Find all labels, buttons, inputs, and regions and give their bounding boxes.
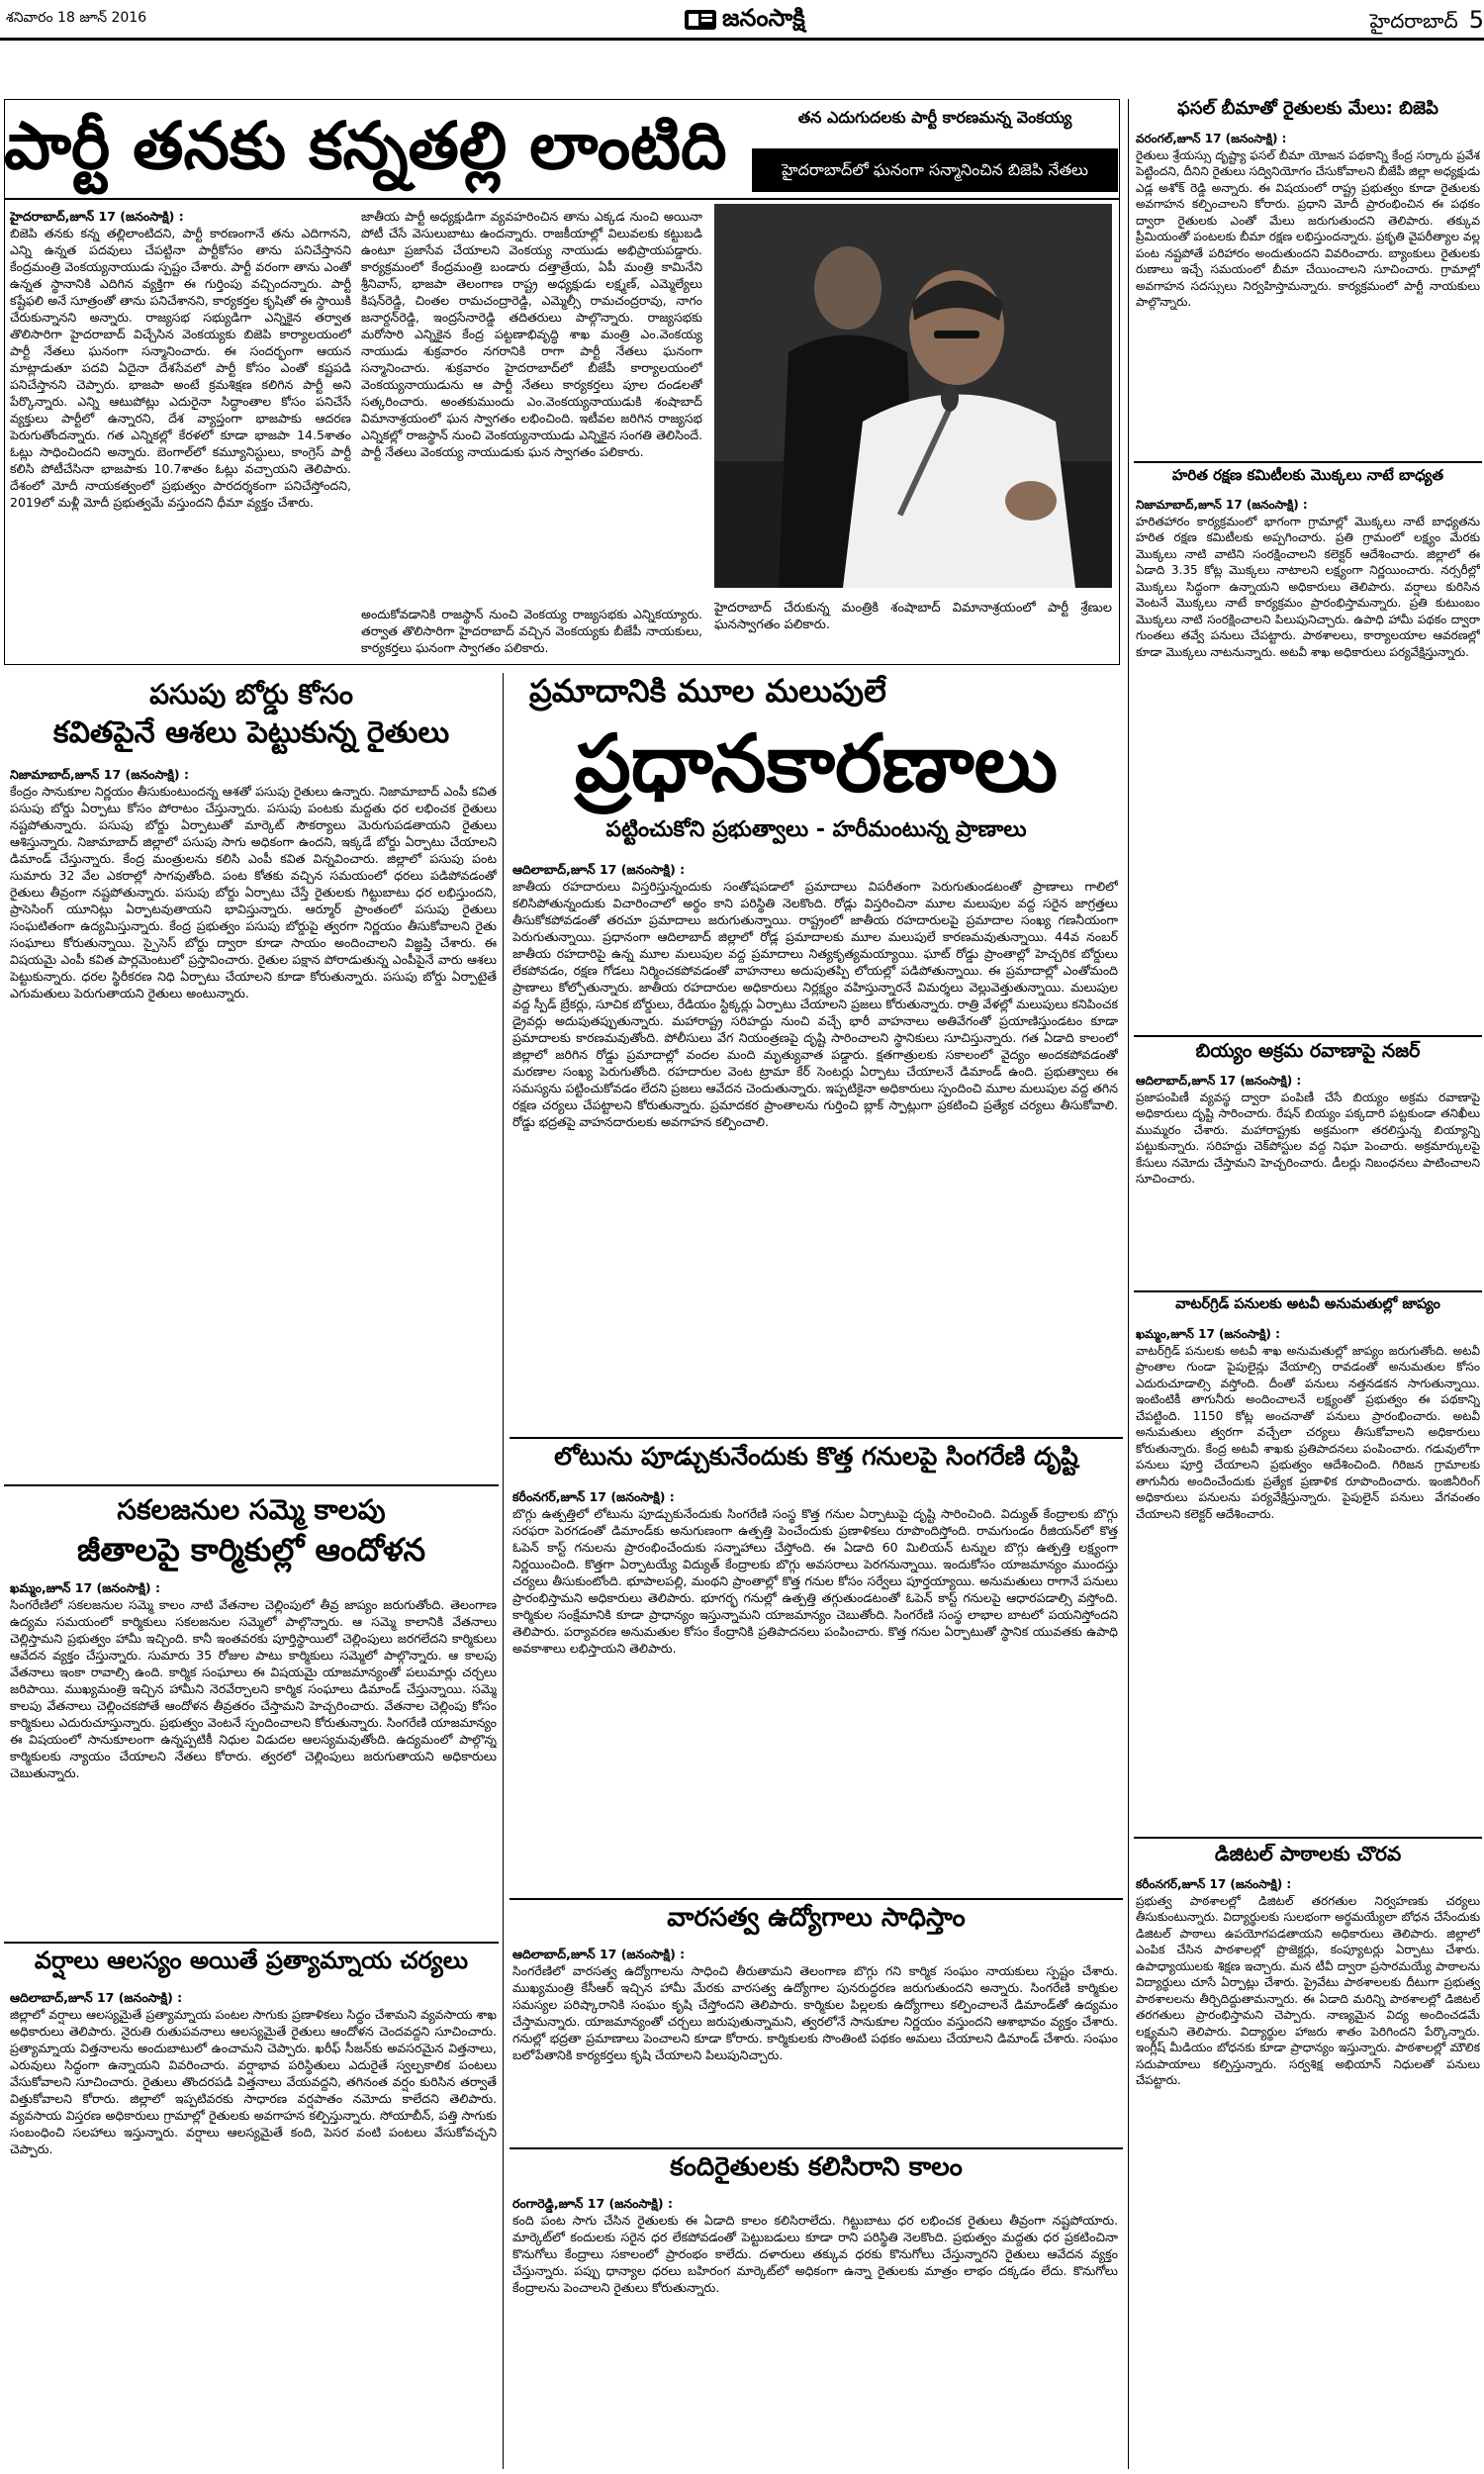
venkaiah-photo-illustration-icon bbox=[714, 204, 1112, 588]
digital-headline: డిజిటల్ పాఠాలకు చొరవ bbox=[1214, 1842, 1402, 1865]
fasal-text: రైతులు శ్రేయస్సు దృష్ట్యా ఫసల్ బీమా యోజన పథకాన్ని కేంద్ర సర్కారు ప్రవేశ పెట్టిందని, దీనిని రైతులు సద్వినియోగం చేసుకోవాలని బీజేపీ జిల్లా అధ్యక్షుడు ఎడ్ల అశోక్ రెడ్డి అన్నారు. ఈ విషయంలో రాష్ట్ర ప్రభుత్వం కూడా రైతులకు అవగాహన కల్పించాలని కోరారు. ప్రధాని మోదీ ప్రారంభించిన ఈ పథకం ద్వారా రైతులకు ఎంతో మేలు జరుగుతుందని తెలిపారు. తక్కువ ప్రీమియంతో పంటలకు బీమా రక్షణ లభిస్తుందన్నారు. ప్రకృతి వైపరీత్యాల వల్ల పంట నష్టపోతే పరిహారం అందుతుందని వివరించారు. బ్యాంకులు రైతులకు రుణాలు ఇచ్చే సమయంలో బీమా చేయించాలని సూచించారు. గ్రామాల్లో అవగాహన సదస్సులు నిర్వహిస్తామన్నారు. కార్యక్రమంలో పార్టీ నాయకులు పాల్గొన్నారు. bbox=[1136, 147, 1480, 309]
watergrid-headline: వాటర్‌గ్రిడ్ పనులకు అటవీ అనుమతుల్లో జాప్యం bbox=[1175, 1296, 1440, 1312]
pradhana-dateline: ఆదిలాబాద్,జూన్ 17 (జనంసాక్షి) : bbox=[512, 862, 686, 877]
sakalajanula-headline-2: జీతాలపై కార్మికుల్లో ఆందోళన bbox=[76, 1531, 426, 1569]
varshalu-body bbox=[10, 1989, 497, 2460]
biyyam-body bbox=[1136, 1073, 1480, 1286]
pasupu-headline-2: కవితపైనే ఆశలు పెట్టుకున్న రైతులు bbox=[52, 715, 450, 750]
harita-rule bbox=[1134, 461, 1482, 463]
singareni-rule bbox=[510, 1437, 1123, 1439]
kandi-rule bbox=[510, 2147, 1123, 2149]
right-col-rule bbox=[1128, 99, 1129, 2469]
biyyam-rule bbox=[1134, 1035, 1482, 1037]
varasatva-text: సింగరేణిలో వారసత్వ ఉద్యోగాలను సాధించి తీరుతామని తెలంగాణ బొగ్గు గని కార్మిక సంఘం నాయకులు స్పష్టం చేశారు. ముఖ్యమంత్రి కేసీఆర్ ఇచ్చిన హామీ మేరకు వారసత్వ ఉద్యోగాల పునరుద్ధరణ జరుగుతుందని అన్నారు. సింగరేణి కార్మికుల సమస్యల పరిష్కారానికి సంఘం కృషి చేస్తోందని తెలిపారు. కార్మికుల పిల్లలకు ఉద్యోగాలు కల్పించాలనే డిమాండ్‌తో ఉద్యమం చేస్తామన్నారు. యాజమాన్యంతో చర్చలు జరుపుతున్నామని, త్వరలోనే సానుకూల నిర్ణయం వస్తుందని ఆశాభావం వ్యక్తం చేశారు. గనుల్లో భద్రతా ప్రమాణాలు పెంచాలని కూడా కోరారు. కార్మికులకు సొంతింటి పథకం అమలు చేయాలని డిమాండ్ చేశారు. సంఘం బలోపేతానికి కార్యకర్తలు కృషి చేయాలని పిలుపునిచ్చారు. bbox=[512, 1963, 1118, 2062]
left-col-rule bbox=[503, 673, 504, 2469]
venkaiah-headline: పార్టీ తనకు కన్నతల్లి లాంటిది bbox=[4, 108, 727, 184]
newspaper-logo-icon bbox=[683, 6, 718, 34]
venkaiah-photo bbox=[714, 204, 1112, 588]
biyyam-headline: బియ్యం అక్రమ రవాణాపై నజర్ bbox=[1195, 1040, 1421, 1062]
masthead-edition bbox=[1296, 6, 1484, 36]
venkaiah-col2: జాతీయ పార్టీ అధ్యక్షుడిగా వ్యవహరించిన తాను ఎక్కడ నుంచి అయినా పోటీ చేసే వెసులుబాటు ఉందన్నారు. రాజకీయాల్లో విలువలకు కట్టుబడి ఉంటూ ప్రజాసేవ చేయాలని వెంకయ్య నాయుడు అభిప్రాయపడ్డారు. కార్యక్రమంలో కేంద్రమంత్రి బండారు దత్తాత్రేయ, ఏపీ మంత్రి కామినేని శ్రీనివాస్, భాజపా తెలంగాణ రాష్ట్ర అధ్యక్షుడు లక్ష్మణ్, ఎమ్మెల్యేలు కిషన్‌రెడ్డి, చింతల రామచంద్రారెడ్డి, ఎమ్మెల్సీ రామచంద్రరావు, నాగం జనార్దన్‌రెడ్డి, ఇంద్రసేనారెడ్డి తదితరులు పాల్గొన్నారు. రాజ్యసభకు మరోసారి ఎన్నికైన కేంద్ర పట్టణాభివృద్ధి శాఖ మంత్రి ఎం.వెంకయ్య నాయుడు శుక్రవారం నగరానికి రాగా పార్టీ నేతలు ఘనంగా సన్మానించారు. శుక్రవారం హైదరాబాద్‌లో బీజేపీ కార్యాలయంలో వెంకయ్యనాయుడును ఆ పార్టీ నేతలు కార్యకర్తలు పూల దండలతో సత్కరించారు. అంతకుముందు ఎం.వెంకయ్యనాయుడుకి శంషాబాద్ విమానాశ్రయంలో ఘన స్వాగతం లభించింది. ఇటీవల జరిగిన రాజ్యసభ ఎన్నికల్లో రాజస్థాన్ నుంచి వెంకయ్యనాయుడు ఎన్నికైన సంగతి తెలిసిందే. పార్టీ నేతలు వెంకయ్య నాయుడుకు ఘన స్వాగతం పలికారు. bbox=[361, 209, 702, 459]
harita-headline: హరిత రక్షణ కమిటీలకు మొక్కలు నాటే బాధ్యత bbox=[1171, 466, 1444, 484]
harita-dateline: నిజామాబాద్,జూన్ 17 (జనంసాక్షి) : bbox=[1136, 498, 1308, 512]
fasal-headline: ఫసల్ బీమాతో రైతులకు మేలు: బిజెపి bbox=[1177, 98, 1438, 119]
edition-name: హైదరాబాద్ bbox=[1369, 9, 1458, 33]
varshalu-rule bbox=[4, 1942, 499, 1944]
digital-rule bbox=[1134, 1837, 1482, 1839]
venkaiah-body-col1: బిజెపి తనకు కన్న తల్లిలాంటిదని, పార్టీ కారణంగానే తను ఎదిగానని, ఎన్ని ఉన్నత పదవులు చేపట్టినా పార్టీకోసం తాను పనిచేస్తానని కేంద్రమంత్రి వెంకయ్యనాయుడు స్పష్టం చేశారు. పార్టీ వరంగా తాను ఎంతో ఉన్నత స్థానానికి ఎదిగిన వ్యక్తిగా ఈ గుర్తింపు వచ్చిందన్నారు. పార్టీ కష్టేఫలి అనే సూత్రంతో తాను పనిచేశానని, కార్యకర్తల కృషితో ఈ స్థాయికి చేరుకున్నానని అన్నారు. రాజ్యసభ సభ్యుడిగా ఎన్నికైన తర్వాత తొలిసారిగా హైదరాబాద్ విచ్చేసిన వెంకయ్యకు బిజెపి కార్యాలయంలో పార్టీ నేతలు ఘనంగా సన్మానించారు. ఈ సందర్భంగా ఆయన మాట్లాడుతూ పదవి ఏదైనా దేశసేవలో పార్టీ కోసం ఎంతో కష్టపడి పనిచేస్తానని చెప్పారు. భాజపా అంటే క్రమశిక్షణ కలిగిన పార్టీ అని పేర్కొన్నారు. ఎన్ని ఆటుపోట్లు ఎదురైనా సిద్ధాంతాల కోసం పనిచేసే వ్యక్తులు పార్టీలో ఉన్నారని, దేశ వ్యాప్తంగా భాజపాకు ఆదరణ పెరుగుతోందన్నారు. గత ఎన్నికల్లో కేరళలో కూడా భాజపా 14.5శాతం ఓట్లు సాధించిందని అన్నారు. బెంగాల్‌లో కమ్యూనిస్టులు, కాంగ్రెస్ పార్టీ కలిసి పోటీచేసినా భాజపాకు 10.7శాతం ఓట్లు వచ్చాయని తెలిపారు. దేశంలో మోదీ నాయకత్వంలో ప్రభుత్వం పారదర్శకంగా పనిచేస్తోందని, 2019లో మళ్లీ మోదీ ప్రభుత్వమే వస్తుందని ధీమా వ్యక్తం చేశారు. bbox=[10, 226, 351, 510]
singareni-text: బొగ్గు ఉత్పత్తిలో లోటును పూడ్చుకునేందుకు సింగరేణి సంస్థ కొత్త గనుల ఏర్పాటుపై దృష్టి సారించింది. విద్యుత్ కేంద్రాలకు బొగ్గు సరఫరా పెరగడంతో డిమాండ్‌కు అనుగుణంగా ఉత్పత్తి పెంచేందుకు ప్రణాళికలు రూపొందిస్తోంది. రామగుండం రీజియన్‌లో కొత్త ఓపెన్ కాస్ట్ గనులను ప్రారంభించేందుకు సన్నాహాలు చేస్తోంది. ఈ ఏడాది 60 మిలియన్ టన్నుల బొగ్గు ఉత్పత్తి లక్ష్యంగా నిర్ణయించింది. కొత్తగా ఏర్పాటయ్యే విద్యుత్ కేంద్రాలకు బొగ్గు అవసరాలు పెరగనున్నాయి. ఇందుకోసం యాజమాన్యం ముందస్తు చర్యలు తీసుకుంటోంది. భూపాలపల్లి, మంథని ప్రాంతాల్లో కొత్త గనుల కోసం సర్వేలు పూర్తయ్యాయి. అనుమతులు రాగానే పనులు ప్రారంభిస్తామని అధికారులు తెలిపారు. భూగర్భ గనుల్లో ఉత్పత్తి తగ్గుతుండటంతో ఓపెన్ కాస్ట్ గనులపై ఆధారపడాల్సి వస్తోంది. కార్మికుల సంక్షేమానికి కూడా ప్రాధాన్యం ఇస్తున్నామని యాజమాన్యం చెబుతోంది. సింగరేణి సంస్థ లాభాల బాటలో పయనిస్తోందని తెలిపారు. పర్యావరణ అనుమతుల కోసం కేంద్రానికి ప్రతిపాదనలు పంపించారు. కొత్త గనుల ఏర్పాటుతో స్థానిక యువతకు ఉపాధి అవకాశాలు లభిస్తాయని తెలిపారు. bbox=[512, 1506, 1118, 1656]
varasatva-rule bbox=[510, 1898, 1123, 1900]
masthead-logo bbox=[683, 4, 871, 36]
digital-dateline: కరీంనగర్,జూన్ 17 (జనంసాక్షి) : bbox=[1136, 1877, 1292, 1891]
watergrid-dateline: ఖమ్మం,జూన్ 17 (జనంసాక్షి) : bbox=[1136, 1327, 1280, 1341]
sakalajanula-rule bbox=[4, 1484, 499, 1486]
kandi-dateline: రంగారెడ్డి,జూన్ 17 (జనంసాక్షి) : bbox=[512, 2196, 673, 2211]
varasatva-headline: వారసత్వ ఉద్యోగాలు సాధిస్తాం bbox=[667, 1903, 966, 1933]
venkaiah-col3: అందుకోవడానికి రాజస్థాన్ నుంచి వెంకయ్య రాజ్యసభకు ఎన్నికయ్యారు. తర్వాత తొలిసారిగా హైదరాబాద్ వచ్చిన వెంకయ్యకు బీజేపీ నాయకులు, కార్యకర్తలు ఘనంగా స్వాగతం పలికారు. bbox=[361, 607, 702, 655]
pasupu-dateline: నిజామాబాద్,జూన్ 17 (జనంసాక్షి) : bbox=[10, 767, 189, 782]
venkaiah-caption: హైదరాబాద్ చేరుకున్న మంత్రికి శంషాబాద్ విమానాశ్రయంలో పార్టీ శ్రేణుల ఘనస్వాగతం పలికారు. bbox=[714, 601, 1112, 632]
kandi-headline: కందిరైతులకు కలిసిరాని కాలం bbox=[670, 2152, 963, 2182]
pradhana-subhead: పట్టించుకోని ప్రభుత్వాలు - హరీమంటున్న ప్రాణాలు bbox=[605, 817, 1027, 842]
pradhana-text: జాతీయ రహదారులు విస్తరిస్తున్నందుకు సంతోషపడాలో ప్రమాదాలు విపరీతంగా పెరుగుతుండటంతో ప్రాణాలు గాలిలో కలిసిపోతున్నందుకు విచారించాలో అర్థం కాని పరిస్థితి నెలకొంది. రోడ్లు విస్తరించినా మూల మలుపుల వద్ద సరైన జాగ్రత్తలు తీసుకోకపోవడంతో తరచూ ప్రమాదాలు జరుగుతున్నాయి. రాష్ట్రంలో జాతీయ రహదారులపై ప్రమాదాల సంఖ్య గణనీయంగా పెరుగుతున్నాయి. ప్రధానంగా ఆదిలాబాద్ జిల్లాలో రోడ్ల ప్రమాదాలకు మూల మలుపులే కారణమవుతున్నాయి. 44వ నంబర్ జాతీయ రహదారిపై ఉన్న మూల మలుపుల వద్ద ప్రమాదాలు నిత్యకృత్యమయ్యాయి. ఘాట్ రోడ్డు ప్రాంతాల్లో హెచ్చరిక బోర్డులు లేకపోవడం, రక్షణ గోడలు నిర్మించకపోవడంతో వాహనాలు అదుపుతప్పి లోయల్లో పడిపోతున్నాయి. ఈ ప్రమాదాల్లో ఎంతోమంది ప్రాణాలు కోల్పోతున్నారు. జాతీయ రహదారుల అధికారులు నిర్లక్ష్యం వహిస్తున్నారనే విమర్శలు వెల్లువెత్తుతున్నాయి. మలుపుల వద్ద స్పీడ్ బ్రేకర్లు, సూచిక బోర్డులు, రేడియం స్టిక్కర్లు ఏర్పాటు చేయాలని ప్రజలు కోరుతున్నారు. రాత్రి వేళల్లో మలుపులు కనిపించక డ్రైవర్లు అదుపుతప్పుతున్నారు. మహారాష్ట్ర సరిహద్దు నుంచి వచ్చే భారీ వాహనాలు అతివేగంతో ప్రయాణిస్తుండటం కూడా ప్రమాదాలకు కారణమవుతోంది. పోలీసులు వేగ నియంత్రణపై దృష్టి సారించాలని స్థానికులు సూచిస్తున్నారు. గత ఏడాది కాలంలో జిల్లాలో జరిగిన రోడ్డు ప్రమాదాల్లో వందల మంది మృత్యువాత పడ్డారు. క్షతగాత్రులకు సకాలంలో వైద్యం అందకపోవడంతో మరణాల సంఖ్య పెరుగుతోంది. రహదారుల వెంట ట్రామా కేర్ సెంటర్లు ఏర్పాటు చేయాలనే డిమాండ్ ఉంది. ప్రభుత్వాలు ఈ సమస్యను పట్టించుకోవడం లేదని ప్రజలు ఆవేదన చెందుతున్నారు. ఇప్పటికైనా అధికారులు స్పందించి మూల మలుపుల వద్ద తగిన రక్షణ చర్యలు చేపట్టాలని కోరుతున్నారు. ప్రమాదకర ప్రాంతాలను గుర్తించి బ్లాక్ స్పాట్లుగా ప్రకటించి ప్రత్యేక చర్యలు తీసుకోవాలి. రోడ్డు భద్రతపై వాహనదారులకు అవగాహన కల్పించాలి. bbox=[512, 879, 1118, 1129]
sakalajanula-headline-1: సకలజనుల సమ్మె కాలపు bbox=[117, 1493, 386, 1526]
varshalu-dateline: ఆదిలాబాద్,జూన్ 17 (జనంసాక్షి) : bbox=[10, 1990, 183, 2005]
singareni-body bbox=[512, 1488, 1118, 1894]
pradhana-body bbox=[512, 861, 1118, 1433]
masthead-paper-name: జనంసాక్షి bbox=[722, 4, 805, 32]
watergrid-text: వాటర్‌గ్రిడ్ పనులకు అటవీ శాఖ అనుమతుల్లో జాప్యం జరుగుతోంది. అటవీ ప్రాంతాల గుండా పైపులైన్లు వేయాల్సి రావడంతో అనుమతుల కోసం ఎదురుచూడాల్సి వస్తోంది. దీంతో పనులు నత్తనడకన సాగుతున్నాయి. ఇంటింటికీ తాగునీరు అందించాలనే లక్ష్యంతో ప్రభుత్వం ఈ పథకాన్ని చేపట్టింది. 1150 కోట్ల అంచనాతో పనులు ప్రారంభించారు. అటవీ అనుమతులు త్వరగా వచ్చేలా చర్యలు తీసుకోవాలని అధికారులు కోరుతున్నారు. కేంద్ర అటవీ శాఖకు ప్రతిపాదనలు పంపించారు. గడువులోగా పనులు పూర్తి చేయాలని ప్రభుత్వం ఆదేశించింది. గిరిజన గ్రామాలకు తాగునీరు అందించేందుకు ప్రత్యేక ప్రణాళిక రూపొందించారు. ఇంజినీరింగ్ అధికారులు పనులను పర్యవేక్షిస్తున్నారు. పైపులైన్ పనులు వేగవంతం చేయాలని కలెక్టర్ ఆదేశించారు. bbox=[1136, 1343, 1480, 1521]
pasupu-body bbox=[10, 766, 497, 1480]
venkaiah-subhead: హైదరాబాద్‌లో ఘనంగా సన్మానించిన బిజెపి నేతలు bbox=[752, 148, 1118, 192]
sakalajanula-dateline: ఖమ్మం,జూన్ 17 (జనంసాక్షి) : bbox=[10, 1580, 160, 1595]
sakalajanula-body bbox=[10, 1579, 497, 1936]
pasupu-text: కేంద్రం సానుకూల నిర్ణయం తీసుకుంటుందన్న ఆశతో పసుపు రైతులు ఉన్నారు. నిజామాబాద్ ఎంపీ కవిత పసుపు బోర్డు ఏర్పాటు కోసం పోరాటం చేస్తున్నారు. పసుపు పంటకు మద్దతు ధర లభించక రైతులు నష్టపోతున్నారు. పసుపు బోర్డు ఏర్పాటుతో మార్కెట్ సౌకర్యాలు మెరుగుపడతాయని రైతులు ఆశిస్తున్నారు. నిజామాబాద్ జిల్లాలో పసుపు సాగు అధికంగా ఉందని, ఇక్కడే బోర్డు ఏర్పాటు చేయాలని డిమాండ్ చేస్తున్నారు. కేంద్ర మంత్రులను కలిసి ఎంపీ కవిత విన్నవించారు. జిల్లాలో పసుపు పంట సుమారు 32 వేల ఎకరాల్లో సాగవుతోంది. పంట కోతకు వచ్చిన సమయంలో ధరలు పడిపోవడంతో రైతులు తీవ్రంగా నష్టపోతున్నారు. పసుపు బోర్డు ఏర్పాటు చేస్తే రైతులకు గిట్టుబాటు ధర లభిస్తుందని, ప్రాసెసింగ్ యూనిట్లు ఏర్పాటవుతాయని భావిస్తున్నారు. ఆర్మూర్ ప్రాంతంలో పసుపు రైతులు సంఘటితంగా ఉద్యమిస్తున్నారు. కేంద్ర ప్రభుత్వం పసుపు బోర్డుపై త్వరగా నిర్ణయం తీసుకోవాలని రైతు సంఘాలు కోరుతున్నాయి. స్పైసెస్ బోర్డు ద్వారా కూడా సాయం అందించాలని విజ్ఞప్తి చేశారు. ఈ విషయమై ఎంపీ కవిత పార్లమెంటులో ప్రస్తావించారు. రైతుల పక్షాన పోరాడుతున్న ఎంపీపైనే వారు ఆశలు పెట్టుకున్నారు. ధరల స్థిరీకరణ నిధి ఏర్పాటు చేయాలని కూడా కోరుతున్నారు. పసుపు బోర్డు ఏర్పాటైతే ఎగుమతులు పెరుగుతాయని రైతులు అంటున్నారు. bbox=[10, 784, 497, 1000]
pradhana-kicker: ప్రమాదానికి మూల మలుపులే bbox=[529, 672, 886, 710]
masthead-rule bbox=[0, 38, 1484, 41]
venkaiah-kicker: తన ఎదుగుదలకు పార్టీ కారణమన్న వెంకయ్య bbox=[797, 108, 1072, 127]
varshalu-headline: వర్షాలు ఆలస్యం అయితే ప్రత్యామ్నాయ చర్యలు bbox=[34, 1947, 469, 1974]
fasal-dateline: వరంగల్,జూన్ 17 (జనంసాక్షి) : bbox=[1136, 132, 1287, 145]
digital-body bbox=[1136, 1876, 1480, 2464]
biyyam-dateline: ఆదిలాబాద్,జూన్ 17 (జనంసాక్షి) : bbox=[1136, 1074, 1302, 1088]
pradhana-headline: ప్రధానకారణాలు bbox=[574, 717, 1059, 809]
biyyam-text: ప్రజాపంపిణీ వ్యవస్థ ద్వారా పంపిణీ చేసే బియ్యం అక్రమ రవాణాపై అధికారులు దృష్టి సారించారు. రేషన్ బియ్యం పక్కదారి పట్టకుండా తనిఖీలు ముమ్మరం చేశారు. మహారాష్ట్రకు అక్రమంగా తరలిస్తున్న బియ్యాన్ని పట్టుకున్నారు. సరిహద్దు చెక్‌పోస్టుల వద్ద నిఘా పెంచారు. అక్రమార్కులపై కేసులు నమోదు చేస్తామని హెచ్చరించారు. డీలర్లు నిబంధనలు పాటించాలని సూచించారు. bbox=[1136, 1090, 1480, 1186]
harita-body bbox=[1136, 497, 1480, 1031]
venkaiah-head-rule bbox=[4, 198, 1120, 200]
kandi-body bbox=[512, 2195, 1118, 2464]
singareni-dateline: కరీంనగర్,జూన్ 17 (జనంసాక్షి) : bbox=[512, 1489, 675, 1504]
varshalu-text: జిల్లాలో వర్షాలు ఆలస్యమైతే ప్రత్యామ్నాయ పంటల సాగుకు ప్రణాళికలు సిద్ధం చేశామని వ్యవసాయ శాఖ అధికారులు తెలిపారు. నైరుతి రుతుపవనాలు ఆలస్యమైతే రైతులు ఆందోళన చెందవద్దని సూచించారు. ప్రత్యామ్నాయ విత్తనాలను అందుబాటులో ఉంచామని చెప్పారు. ఖరీఫ్ సీజన్‌కు అవసరమైన విత్తనాలు, ఎరువులు సిద్ధంగా ఉన్నాయని వివరించారు. వర్షాభావ పరిస్థితులు ఎదురైతే స్వల్పకాలిక పంటలు వేసుకోవాలని సూచించారు. రైతులు తొందరపడి విత్తనాలు వేయవద్దని, తగినంత వర్షం కురిసిన తర్వాతే విత్తుకోవాలని కోరారు. జిల్లాలో ఇప్పటివరకు సాధారణ వర్షపాతం నమోదు కాలేదని తెలిపారు. వ్యవసాయ విస్తరణ అధికారులు గ్రామాల్లో రైతులకు అవగాహన కల్పిస్తున్నారు. సోయాబీన్, పత్తి సాగుకు సంబంధించి సలహాలు ఇస్తున్నారు. వర్షాలు ఆలస్యమైతే కంది, పెసర వంటి పంటలు వేసుకోవచ్చని చెప్పారు. bbox=[10, 2007, 497, 2156]
singareni-headline: లోటును పూడ్చుకునేందుకు కొత్త గనులపై సింగరేణి దృష్టి bbox=[554, 1442, 1078, 1471]
varasatva-body bbox=[512, 1946, 1118, 2143]
varasatva-dateline: ఆదిలాబాద్,జూన్ 17 (జనంసాక్షి) : bbox=[512, 1947, 686, 1961]
digital-text: ప్రభుత్వ పాఠశాలల్లో డిజిటల్ తరగతుల నిర్వహణకు చర్యలు తీసుకుంటున్నారు. విద్యార్థులకు సులభంగా అర్థమయ్యేలా బోధన చేసేందుకు డిజిటల్ పాఠాలు ఉపయోగపడతాయని అధికారులు తెలిపారు. జిల్లాలో ఎంపిక చేసిన పాఠశాలల్లో ప్రొజెక్టర్లు, కంప్యూటర్లు ఏర్పాటు చేశారు. ఉపాధ్యాయులకు శిక్షణ ఇచ్చారు. మన టీవీ ద్వారా ప్రసారమయ్యే పాఠాలను విద్యార్థులు చూసే ఏర్పాట్లు చేశారు. ప్రైవేటు పాఠశాలలకు దీటుగా ప్రభుత్వ పాఠశాలలను తీర్చిదిద్దుతామన్నారు. ఈ ఏడాది మరిన్ని పాఠశాలల్లో డిజిటల్ తరగతులు ప్రారంభిస్తామని చెప్పారు. నాణ్యమైన విద్య అందించడమే లక్ష్యమని తెలిపారు. విద్యార్థుల హాజరు శాతం పెరిగిందని పేర్కొన్నారు. ఇంగ్లీష్ మీడియం బోధనకు కూడా ప్రాధాన్యం ఇస్తున్నారు. పాఠశాలల్లో మౌలిక సదుపాయాలు కల్పిస్తున్నారు. సర్వశిక్ష అభియాన్ నిధులతో పనులు చేపట్టారు. bbox=[1136, 1893, 1480, 2087]
pasupu-headline-1: పసుపు బోర్డు కోసం bbox=[149, 678, 353, 711]
kandi-text: కంది పంట సాగు చేసిన రైతులకు ఈ ఏడాది కాలం కలిసిరాలేదు. గిట్టుబాటు ధర లభించక రైతులు తీవ్రంగా నష్టపోయారు. మార్కెట్‌లో కందులకు సరైన ధర లేకపోవడంతో పెట్టుబడులు కూడా రాని పరిస్థితి నెలకొంది. ప్రభుత్వం మద్దతు ధర ప్రకటించినా కొనుగోలు కేంద్రాలు సకాలంలో ప్రారంభం కాలేదు. దళారులు తక్కువ ధరకు కొనుగోలు చేస్తున్నారని రైతులు ఆవేదన వ్యక్తం చేస్తున్నారు. పప్పు ధాన్యాల ధరలు బహిరంగ మార్కెట్‌లో అధికంగా ఉన్నా రైతులకు మాత్రం లాభం దక్కడం లేదు. కొనుగోలు కేంద్రాలను పెంచాలని రైతులు కోరుతున్నారు. bbox=[512, 2213, 1118, 2295]
harita-text: హరితహారం కార్యక్రమంలో భాగంగా గ్రామాల్లో మొక్కలు నాటే బాధ్యతను హరిత రక్షణ కమిటీలకు అప్పగించారు. ప్రతి గ్రామంలో లక్ష్యం మేరకు మొక్కలు నాటి వాటిని సంరక్షించాలని కలెక్టర్ ఆదేశించారు. జిల్లాలో ఈ ఏడాది 3.35 కోట్ల మొక్కలు నాటాలని లక్ష్యంగా నిర్ణయించారు. నర్సరీల్లో మొక్కలు సిద్ధంగా ఉన్నాయని అధికారులు తెలిపారు. వర్షాలు కురిసిన వెంటనే మొక్కలు నాటే కార్యక్రమం ప్రారంభిస్తామన్నారు. ప్రతి కుటుంబం మొక్కలు నాటి సంరక్షించాలని పిలుపునిచ్చారు. ఉపాధి హామీ పథకం ద్వారా గుంతలు తవ్వే పనులు చేపట్టారు. పాఠశాలలు, కార్యాలయాల ఆవరణల్లో కూడా మొక్కలు నాటనున్నారు. అటవీ శాఖ అధికారులు పర్యవేక్షిస్తున్నారు. bbox=[1136, 514, 1480, 659]
watergrid-rule bbox=[1134, 1290, 1482, 1292]
watergrid-body bbox=[1136, 1326, 1480, 1833]
venkaiah-dateline: హైదరాబాద్,జూన్ 17 (జనంసాక్షి) : bbox=[10, 209, 184, 224]
page-number: 5 bbox=[1468, 6, 1484, 34]
venkaiah-col1 bbox=[10, 208, 351, 658]
sakalajanula-text: సింగరేణిలో సకలజనుల సమ్మె కాలం నాటి వేతనాల చెల్లింపులో తీవ్ర జాప్యం జరుగుతోంది. తెలంగాణ ఉద్యమ సమయంలో కార్మికులు సకలజనుల సమ్మెలో పాల్గొన్నారు. ఆ సమ్మె కాలానికి వేతనాలు చెల్లిస్తామని ప్రభుత్వం హామీ ఇచ్చింది. కానీ ఇంతవరకు పూర్తిస్థాయిలో చెల్లింపులు జరగలేదని కార్మికులు ఆవేదన వ్యక్తం చేస్తున్నారు. సుమారు 35 రోజుల పాటు కార్మికులు సమ్మెలో పాల్గొన్నారు. ఆ కాలపు వేతనాలు ఇంకా రావాల్సి ఉంది. కార్మిక సంఘాలు ఈ విషయమై యాజమాన్యంతో పలుమార్లు చర్చలు జరిపాయి. ముఖ్యమంత్రి ఇచ్చిన హామీని నెరవేర్చాలని కార్మిక సంఘాలు డిమాండ్ చేస్తున్నాయి. సమ్మె కాలపు వేతనాలు చెల్లించకపోతే ఆందోళన తీవ్రతరం చేస్తామని హెచ్చరించారు. వేతనాల చెల్లింపు కోసం కార్మికులు ఎదురుచూస్తున్నారు. ప్రభుత్వం వెంటనే స్పందించాలని కోరుతున్నారు. సింగరేణి యాజమాన్యం ఈ విషయంలో సానుకూలంగా ఉన్నప్పటికీ నిధుల విడుదల ఆలస్యమవుతోంది. ఉద్యమంలో పాల్గొన్న కార్మికులకు న్యాయం చేయాలని నేతలు కోరారు. త్వరలో చెల్లింపులు జరుగుతాయని అధికారులు చెబుతున్నారు. bbox=[10, 1597, 497, 1780]
fasal-body bbox=[1136, 131, 1480, 457]
masthead-date: శనివారం 18 జూన్ 2016 bbox=[6, 10, 147, 26]
